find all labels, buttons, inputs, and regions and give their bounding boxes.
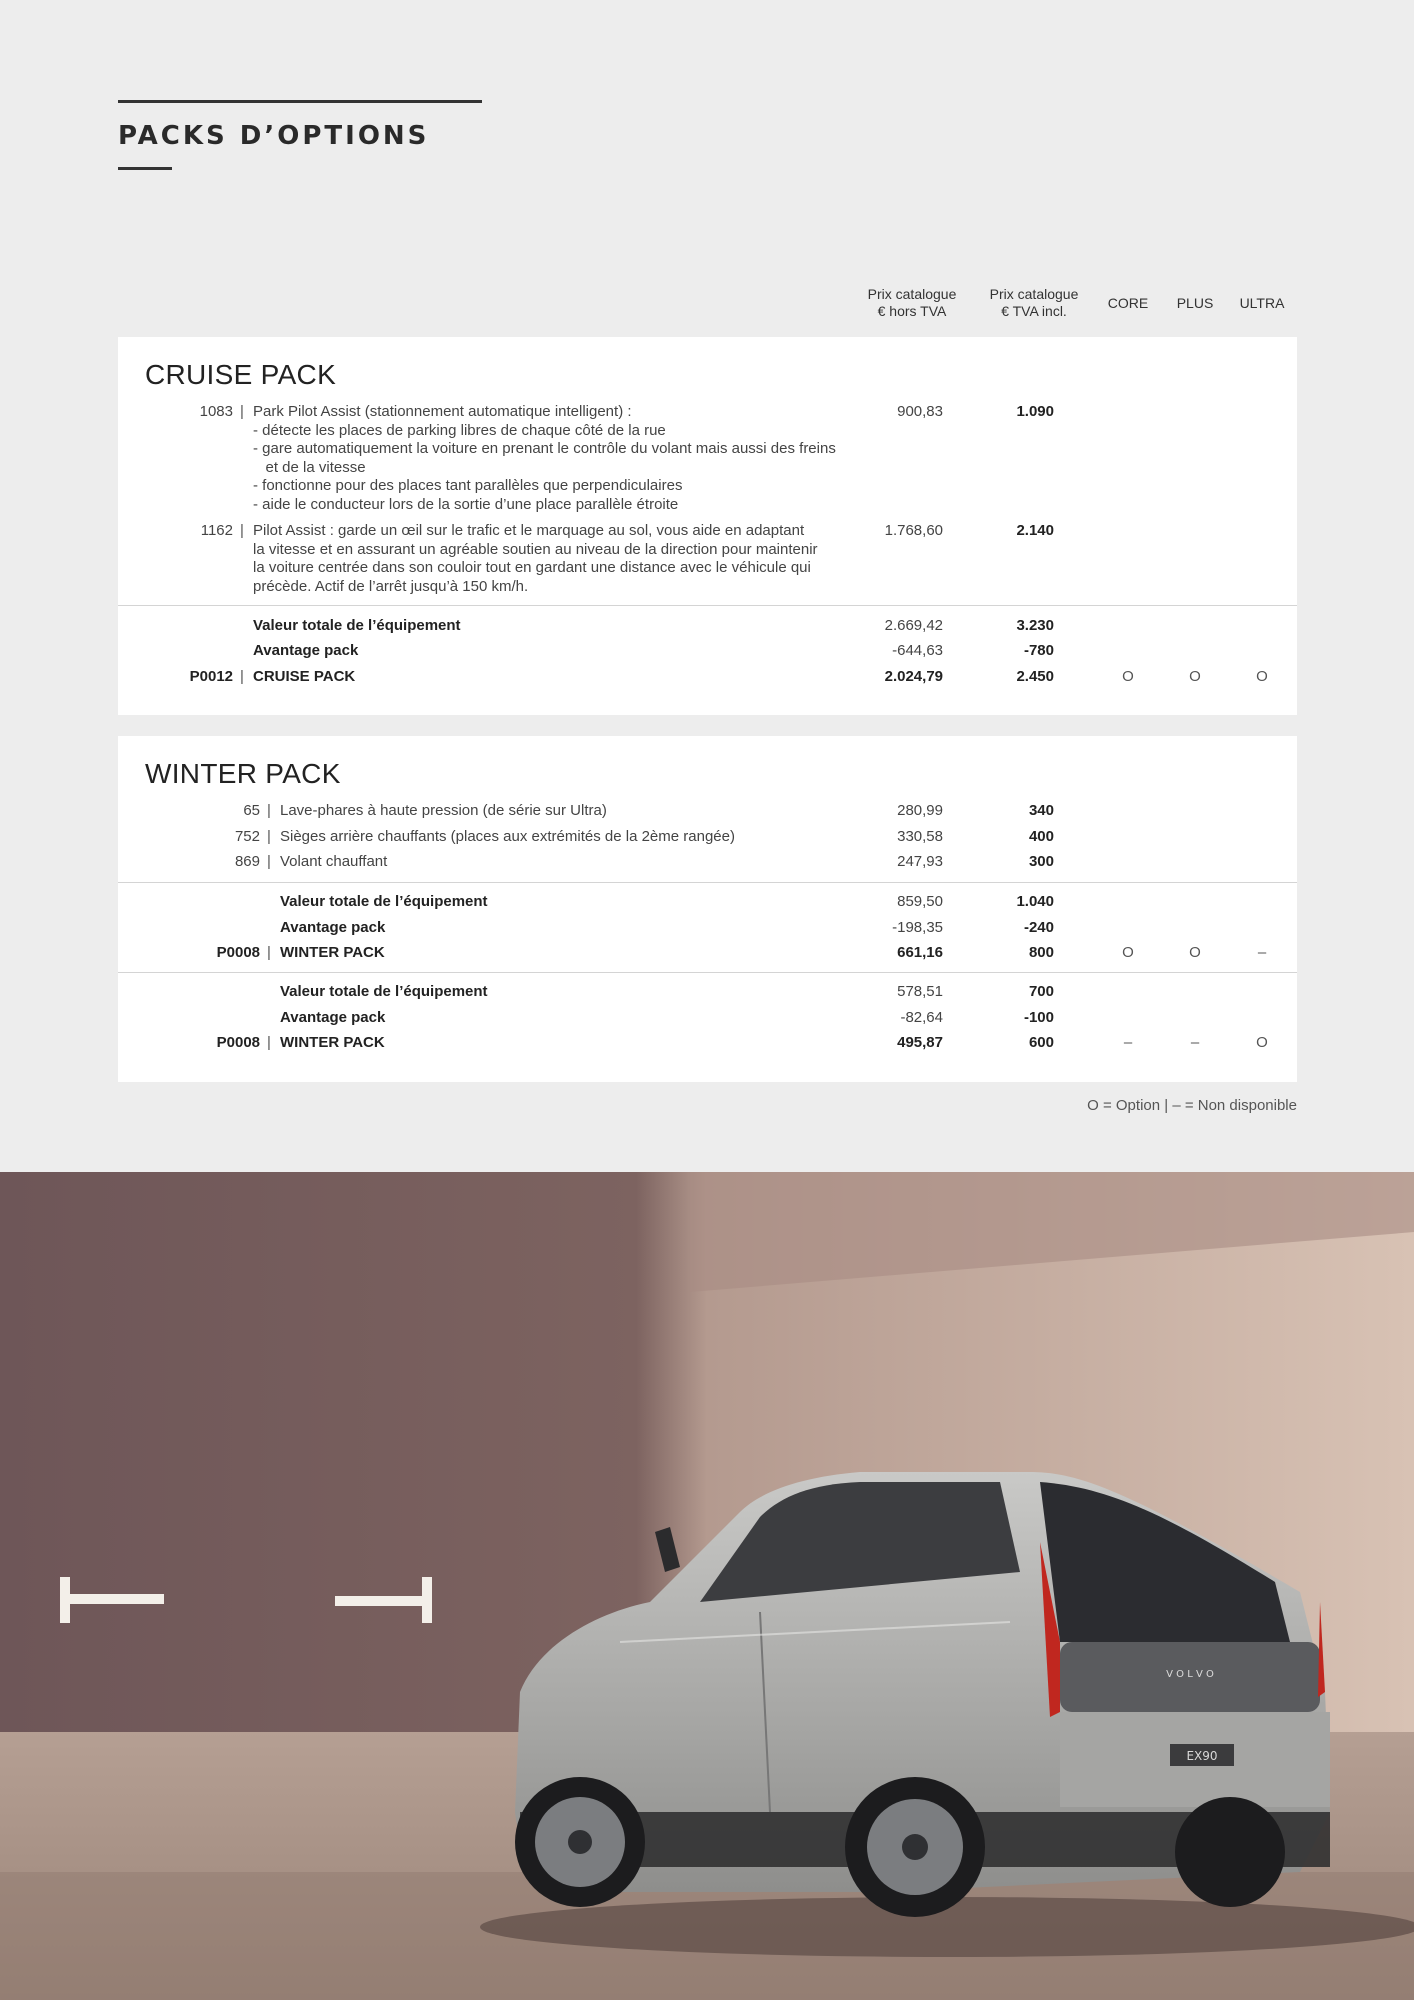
price-incl: 2.140	[1016, 522, 1054, 539]
pack-label: WINTER PACK	[280, 1034, 385, 1051]
description-line: et de la vitesse	[253, 458, 366, 476]
rear-badge: V O L V O	[1166, 1669, 1214, 1680]
plus-availability: O	[1189, 944, 1201, 961]
col-price-excl	[852, 286, 972, 320]
option-code: 65	[243, 802, 260, 819]
winter-pack-title: WINTER PACK	[145, 758, 341, 789]
ultra-availability: O	[1256, 668, 1268, 685]
core-availability: O	[1122, 668, 1134, 685]
price-excl: 247,93	[897, 853, 943, 870]
advantage-excl: -198,35	[892, 919, 943, 936]
col-price-excl-line2: € hors TVA	[877, 303, 947, 319]
total-excl: 578,51	[897, 983, 943, 1000]
car-photo	[0, 1172, 1414, 2000]
option-description	[253, 522, 853, 596]
page-title: PACKS D’OPTIONS	[118, 121, 430, 151]
price-excl: 900,83	[897, 403, 943, 420]
cruise-pack-title: CRUISE PACK	[145, 359, 337, 390]
ultra-availability: –	[1257, 944, 1267, 961]
col-price-excl-line1: Prix catalogue	[867, 286, 957, 302]
separator: |	[240, 403, 244, 420]
pack-label: CRUISE PACK	[253, 668, 356, 685]
description-line: précède. Actif de l’arrêt jusqu’à 150 km/h.	[253, 577, 529, 595]
description-line: la vitesse et en assurant un agréable soutien au niveau de la direction pour maintenir	[253, 540, 818, 558]
plus-availability: O	[1189, 668, 1201, 685]
pack-excl: 661,16	[897, 944, 943, 961]
col-core: CORE	[1107, 295, 1149, 311]
advantage-incl: -240	[1023, 919, 1054, 936]
divider	[118, 972, 1297, 973]
pack-label: WINTER PACK	[280, 944, 385, 961]
core-availability: –	[1123, 1034, 1133, 1051]
winter-pack-card	[118, 736, 1297, 1082]
option-description: Lave-phares à haute pression (de série sur Ultra)	[280, 802, 607, 819]
col-plus: PLUS	[1176, 295, 1214, 311]
divider	[118, 605, 1297, 606]
advantage-label: Avantage pack	[280, 1009, 386, 1026]
price-incl: 340	[1028, 802, 1054, 819]
total-incl: 3.230	[1016, 617, 1054, 634]
separator: |	[267, 944, 271, 961]
total-label: Valeur totale de l’équipement	[280, 983, 488, 1000]
option-code: 1083	[199, 403, 233, 420]
description-line: Pilot Assist : garde un œil sur le trafic et le marquage au sol, vous aide en adaptant	[253, 522, 805, 539]
pack-incl: 800	[1028, 944, 1054, 961]
column-headers	[0, 286, 1414, 326]
title-rule-bottom	[118, 167, 172, 170]
option-code: 869	[234, 853, 260, 870]
core-availability: O	[1122, 944, 1134, 961]
advantage-incl: -100	[1023, 1009, 1054, 1026]
ultra-availability: O	[1256, 1034, 1268, 1051]
description-line: Park Pilot Assist (stationnement automatique intelligent) :	[253, 403, 632, 420]
description-line: - gare automatiquement la voiture en prenant le contrôle du volant mais aussi des freins	[253, 440, 836, 457]
option-description: Sièges arrière chauffants (places aux extrémités de la 2ème rangée)	[280, 828, 735, 845]
pack-code: P0008	[216, 944, 260, 961]
advantage-excl: -644,63	[892, 642, 943, 659]
option-code: 752	[234, 828, 260, 845]
separator: |	[240, 522, 244, 539]
pack-excl: 495,87	[897, 1034, 943, 1051]
page-header	[118, 100, 482, 170]
col-price-incl	[974, 286, 1094, 320]
total-excl: 2.669,42	[884, 617, 943, 634]
pack-excl: 2.024,79	[884, 668, 943, 685]
separator: |	[267, 853, 271, 870]
advantage-label: Avantage pack	[280, 919, 386, 936]
description-line: - détecte les places de parking libres de chaque côté de la rue	[253, 421, 666, 439]
price-excl: 330,58	[897, 828, 943, 845]
col-price-incl-line2: € TVA incl.	[1001, 303, 1067, 319]
car-illustration	[0, 1172, 1414, 2000]
option-description: Volant chauffant	[280, 853, 388, 870]
description-line: la voiture centrée dans son couloir tout en gardant une distance avec le véhicule qui	[253, 559, 811, 576]
pack-incl: 600	[1028, 1034, 1054, 1051]
price-incl: 1.090	[1016, 403, 1054, 420]
option-description	[253, 403, 853, 514]
total-label: Valeur totale de l’équipement	[253, 617, 461, 634]
title-rule-top	[118, 100, 482, 103]
advantage-incl: -780	[1023, 642, 1054, 659]
description-line: - aide le conducteur lors de la sortie d’une place parallèle étroite	[253, 495, 679, 513]
plus-availability: –	[1190, 1034, 1200, 1051]
price-incl: 300	[1028, 853, 1054, 870]
cruise-pack-card	[118, 337, 1297, 715]
rear-plate: EX90	[1186, 1749, 1218, 1763]
description-line: - fonctionne pour des places tant parallèles que perpendiculaires	[253, 477, 683, 494]
price-excl: 1.768,60	[884, 522, 943, 539]
advantage-label: Avantage pack	[253, 642, 359, 659]
price-incl: 400	[1028, 828, 1054, 845]
col-ultra: ULTRA	[1239, 295, 1285, 311]
total-label: Valeur totale de l’équipement	[280, 893, 488, 910]
option-code: 1162	[200, 522, 233, 539]
separator: |	[267, 828, 271, 845]
divider	[118, 882, 1297, 883]
advantage-excl: -82,64	[900, 1009, 943, 1026]
total-incl: 700	[1028, 983, 1054, 1000]
separator: |	[267, 802, 271, 819]
pack-code: P0008	[216, 1034, 260, 1051]
separator: |	[267, 1034, 271, 1051]
separator: |	[240, 668, 244, 685]
price-excl: 280,99	[897, 802, 943, 819]
total-excl: 859,50	[897, 893, 943, 910]
legend: O = Option | – = Non disponible	[1087, 1097, 1297, 1114]
col-price-incl-line1: Prix catalogue	[989, 286, 1079, 302]
pack-incl: 2.450	[1016, 668, 1054, 685]
total-incl: 1.040	[1016, 893, 1054, 910]
pack-code: P0012	[189, 668, 233, 685]
